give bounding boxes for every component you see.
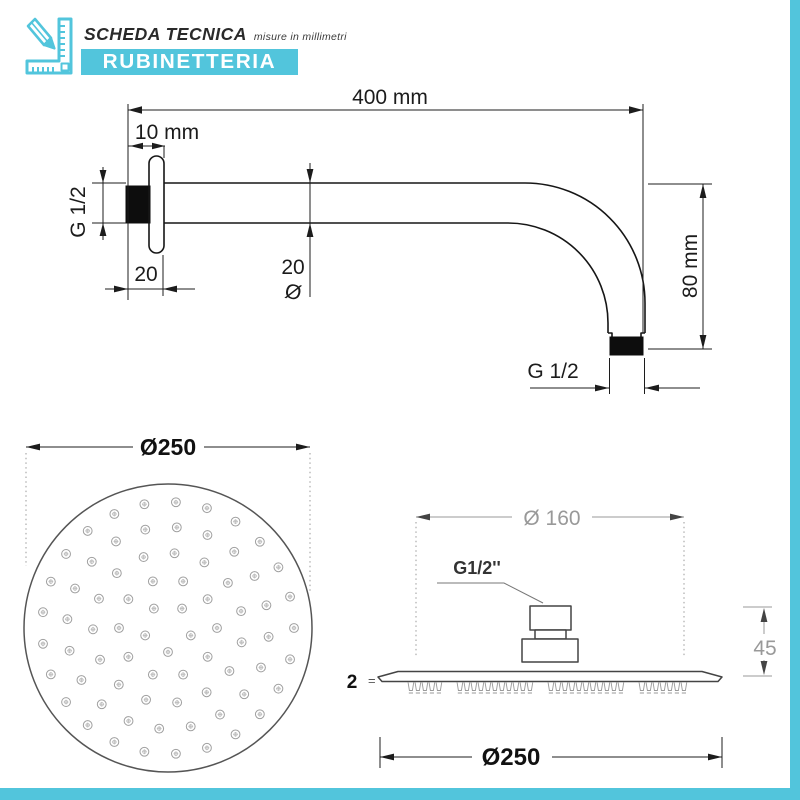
fringe-nozzle <box>471 682 477 693</box>
arrowhead <box>700 335 707 349</box>
nozzle <box>89 625 98 634</box>
nozzle <box>231 517 240 526</box>
fringe-nozzle <box>415 682 421 693</box>
nozzle <box>141 525 150 534</box>
arrowhead <box>114 286 128 293</box>
fringe-nozzle <box>583 682 589 693</box>
dim-drop-height-label: 80 mm <box>679 233 702 299</box>
fringe-nozzle <box>506 682 512 693</box>
dim-spray-diameter-label: Ø 160 <box>523 507 581 530</box>
nozzle <box>179 670 188 679</box>
nozzle <box>164 648 173 657</box>
nozzle <box>274 563 283 572</box>
nozzle <box>83 527 92 536</box>
dim-end-thread-label: G 1/2 <box>527 360 579 383</box>
nozzle <box>77 676 86 685</box>
arrowhead <box>670 514 684 521</box>
nozzle <box>114 680 123 689</box>
arrowhead <box>128 106 142 113</box>
dim-pipe-diameter <box>281 163 313 305</box>
nozzle <box>139 553 148 562</box>
nozzle <box>179 577 188 586</box>
nozzle <box>286 655 295 664</box>
nozzle <box>237 607 246 616</box>
nozzle <box>200 558 209 567</box>
nozzle <box>112 569 121 578</box>
fringe-nozzle <box>422 682 428 693</box>
dim-arm-length <box>128 86 643 333</box>
right-border-strip <box>790 0 800 800</box>
arrowhead <box>380 754 394 761</box>
arrowhead <box>296 444 310 451</box>
nozzle <box>46 670 55 679</box>
nozzle <box>172 749 181 758</box>
fringe-nozzle <box>653 682 659 693</box>
arrowhead <box>26 444 40 451</box>
arrowhead <box>700 184 707 198</box>
fringe-nozzle <box>576 682 582 693</box>
nozzle <box>63 615 72 624</box>
fringe-nozzle <box>478 682 484 693</box>
bottom-border-strip <box>0 788 800 800</box>
nozzle <box>97 700 106 709</box>
nozzle <box>202 688 211 697</box>
dim-side-diameter-label: Ø250 <box>481 744 541 771</box>
nozzle <box>250 572 259 581</box>
nozzle <box>142 695 151 704</box>
fringe-nozzle <box>674 682 680 693</box>
dim-wall-thread <box>67 167 126 240</box>
dim-side-diameter <box>380 737 722 771</box>
nozzle <box>257 663 266 672</box>
arm-tip-step <box>608 333 645 337</box>
arrowhead <box>595 385 609 392</box>
fringe-nozzle <box>667 682 673 693</box>
fringe-nozzle <box>499 682 505 693</box>
nozzle <box>286 592 295 601</box>
nozzle <box>124 717 133 726</box>
nozzle <box>62 550 71 559</box>
wall-thread-block <box>126 186 150 223</box>
dim-wall-thread-label: G 1/2 <box>67 186 90 238</box>
thread-callout <box>437 558 543 603</box>
nozzle <box>71 584 80 593</box>
fringe-nozzle <box>681 682 687 693</box>
dim-flange-depth <box>105 255 195 296</box>
fringe-nozzle <box>429 682 435 693</box>
nozzle <box>216 710 225 719</box>
dim-connector-height <box>743 607 777 676</box>
nozzle <box>149 604 158 613</box>
arrowhead <box>163 286 177 293</box>
arrowhead <box>100 223 107 236</box>
fringe-nozzle <box>590 682 596 693</box>
sheet-subtitle: misure in millimetri <box>253 31 347 43</box>
nozzle <box>203 504 212 513</box>
nozzle <box>96 655 105 664</box>
nozzle <box>230 547 239 556</box>
head-disc-profile <box>378 672 722 682</box>
fringe-nozzle <box>548 682 554 693</box>
fringe-nozzle <box>569 682 575 693</box>
nozzle <box>274 684 283 693</box>
end-thread-band <box>610 337 643 355</box>
fringe-nozzle <box>485 682 491 693</box>
arm-outer-edge <box>164 183 645 333</box>
fringe-nozzle <box>639 682 645 693</box>
shower-arm-drawing <box>67 86 712 394</box>
nozzle-fringe <box>408 682 687 693</box>
arrowhead <box>708 754 722 761</box>
fringe-nozzle <box>527 682 533 693</box>
fringe-nozzle <box>457 682 463 693</box>
dim-drop-height <box>648 184 712 349</box>
nozzle <box>203 652 212 661</box>
nozzle <box>83 721 92 730</box>
nozzle <box>178 604 187 613</box>
nozzle <box>124 652 133 661</box>
head-side-view <box>347 507 777 771</box>
dim-end-thread <box>527 358 700 394</box>
dim-pipe-diameter-value: 20 <box>281 256 305 279</box>
connector-base <box>522 639 578 662</box>
head-face-outline <box>24 484 312 772</box>
arm-inner-edge <box>164 223 608 333</box>
nozzle <box>213 624 222 633</box>
nozzle <box>140 500 149 509</box>
nozzle <box>46 577 55 586</box>
brand-name: RUBINETTERIA <box>102 50 277 73</box>
fringe-nozzle <box>436 682 442 693</box>
nozzle <box>87 557 96 566</box>
nozzle <box>255 710 264 719</box>
nozzle <box>225 667 234 676</box>
nozzle <box>231 730 240 739</box>
dim-flange-offset-label: 10 mm <box>134 121 200 144</box>
fringe-nozzle <box>408 682 414 693</box>
dim-thickness-value: 2 <box>346 672 358 693</box>
fringe-nozzle <box>597 682 603 693</box>
fringe-nozzle <box>555 682 561 693</box>
dim-arm-length-label: 400 mm <box>352 86 428 109</box>
nozzle <box>155 724 164 733</box>
nozzle <box>39 639 48 648</box>
nozzle <box>170 549 179 558</box>
nozzle <box>262 601 271 610</box>
leader-line <box>437 583 543 603</box>
nozzle <box>148 670 157 679</box>
nozzle <box>172 498 181 507</box>
arrowhead <box>307 169 314 183</box>
nozzle <box>115 624 124 633</box>
nozzle <box>173 698 182 707</box>
thread-connector <box>530 606 571 630</box>
nozzle <box>223 578 232 587</box>
fringe-nozzle <box>611 682 617 693</box>
nozzle <box>186 722 195 731</box>
nozzle <box>95 594 104 603</box>
thread-callout-label: G1/2'' <box>453 558 501 578</box>
fringe-nozzle <box>660 682 666 693</box>
nozzle <box>110 510 119 519</box>
nozzle <box>240 690 249 699</box>
arrowhead <box>761 608 768 622</box>
nozzle <box>264 632 273 641</box>
fringe-nozzle <box>646 682 652 693</box>
dim-flange-depth-label: 20 <box>134 263 158 286</box>
nozzle <box>112 537 121 546</box>
nozzle <box>141 631 150 640</box>
dim-thickness-eq: = <box>368 673 376 688</box>
arrowhead <box>100 170 107 183</box>
nozzle <box>255 537 264 546</box>
nozzle <box>172 523 181 532</box>
arrowhead <box>307 223 314 237</box>
fringe-nozzle <box>562 682 568 693</box>
connector-collar <box>535 630 566 639</box>
nozzle <box>39 608 48 617</box>
nozzle <box>62 698 71 707</box>
fringe-nozzle <box>618 682 624 693</box>
nozzle <box>140 747 149 756</box>
nozzle <box>110 738 119 747</box>
arrowhead <box>629 106 643 113</box>
fringe-nozzle <box>520 682 526 693</box>
dim-thickness <box>347 672 376 693</box>
head-top-view <box>24 434 312 772</box>
diameter-symbol: Ø <box>282 279 304 306</box>
nozzle <box>148 577 157 586</box>
arrowhead <box>761 661 768 675</box>
nozzle <box>237 638 246 647</box>
fringe-nozzle <box>513 682 519 693</box>
nozzle <box>290 624 299 633</box>
sheet-title-text: SCHEDA TECNICA <box>84 24 247 44</box>
dim-head-diameter-label: Ø250 <box>139 434 197 460</box>
fringe-nozzle <box>464 682 470 693</box>
nozzle <box>186 631 195 640</box>
shower-arm-part <box>126 156 645 355</box>
head-side-part <box>378 606 722 693</box>
nozzle <box>124 595 133 604</box>
dim-flange-offset <box>128 121 199 158</box>
dim-connector-height-label: 45 <box>753 637 777 660</box>
nozzle <box>203 531 212 540</box>
arrowhead <box>416 514 430 521</box>
nozzle <box>65 646 74 655</box>
fringe-nozzle <box>492 682 498 693</box>
fringe-nozzle <box>604 682 610 693</box>
wall-flange <box>149 156 164 253</box>
arrowhead <box>645 385 659 392</box>
nozzle <box>203 595 212 604</box>
nozzle <box>203 743 212 752</box>
